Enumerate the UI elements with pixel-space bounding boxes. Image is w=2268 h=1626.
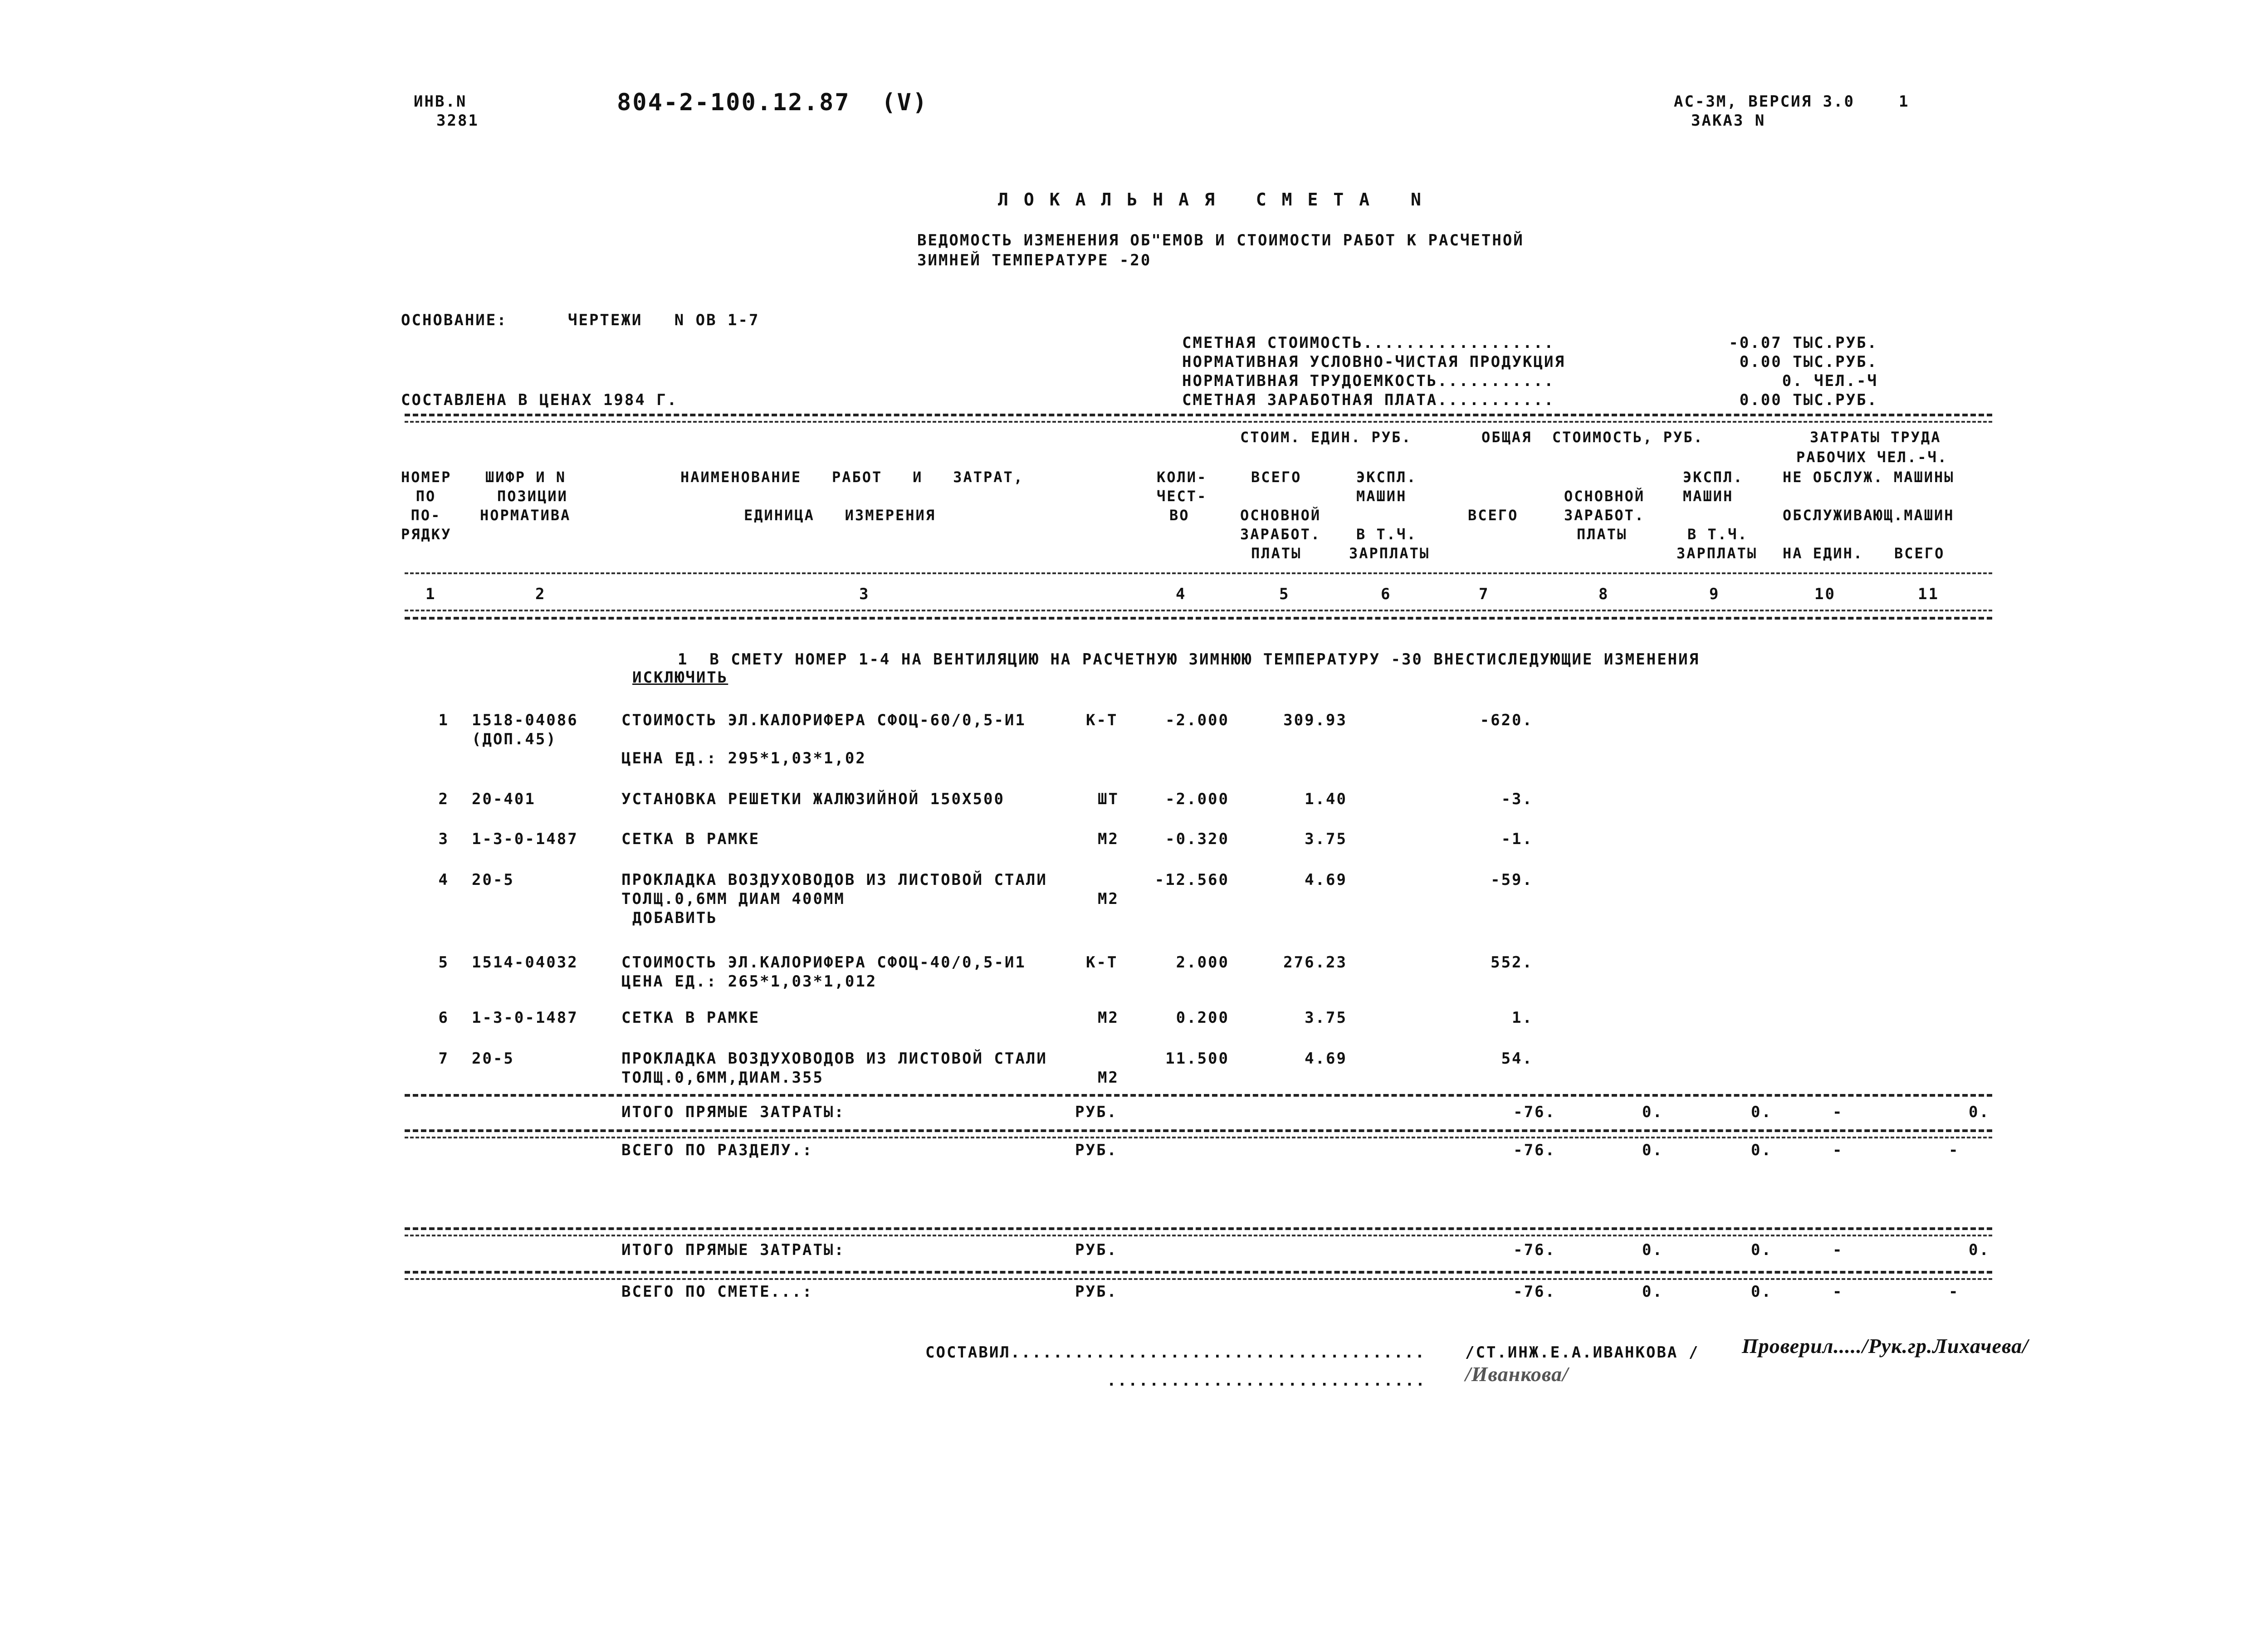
row-code: 20-5 bbox=[472, 1050, 514, 1068]
signature-name: /Иванкова/ bbox=[1465, 1362, 1569, 1386]
rule bbox=[405, 572, 1992, 574]
total-label: ИТОГО ПРЯМЫЕ ЗАТРАТЫ: bbox=[621, 1103, 845, 1121]
row-unit-price: 276.23 bbox=[1283, 953, 1347, 972]
composed-by-line: СОСТАВИЛ....................................... bbox=[925, 1343, 1426, 1362]
signature-dots: .............................. bbox=[1107, 1372, 1427, 1390]
exclude-label: ИСКЛЮЧИТЬ bbox=[632, 669, 728, 687]
row-unit: М2 bbox=[1098, 830, 1119, 848]
total-c9: 0. bbox=[1751, 1103, 1772, 1121]
total-unit: РУБ. bbox=[1075, 1283, 1118, 1301]
total-c11: 0. bbox=[1969, 1241, 1990, 1259]
labor-header: РАБОЧИХ ЧЕЛ.-Ч. bbox=[1796, 449, 1948, 466]
row-total: -620. bbox=[1480, 711, 1533, 729]
col1-header: ПО bbox=[415, 488, 436, 505]
row-name: УСТАНОВКА РЕШЕТКИ ЖАЛЮЗИЙНОЙ 150Х500 bbox=[621, 790, 1005, 808]
row-unit: К-Т bbox=[1086, 953, 1118, 972]
total-label: ВСЕГО ПО СМЕТЕ...: bbox=[621, 1283, 813, 1301]
col8-header: ПЛАТЫ bbox=[1577, 526, 1628, 543]
rule bbox=[405, 414, 1992, 416]
col11-header: ВСЕГО bbox=[1894, 545, 1945, 562]
col8-header: ОСНОВНОЙ bbox=[1564, 488, 1645, 505]
col10-header: ОБСЛУЖИВАЮЩ.МАШИН bbox=[1783, 507, 1955, 524]
col4-header: КОЛИ- bbox=[1157, 469, 1207, 486]
order-number: ЗАКАЗ N bbox=[1691, 112, 1766, 130]
total-c8: 0. bbox=[1642, 1241, 1663, 1259]
row-quantity: 11.500 bbox=[1165, 1050, 1229, 1068]
title-line-2: ЗИМНЕЙ ТЕМПЕРАТУРЕ -20 bbox=[917, 251, 1152, 269]
summary-label: СМЕТНАЯ ЗАРАБОТНАЯ ПЛАТА........... bbox=[1182, 391, 1555, 409]
column-number: 9 bbox=[1709, 585, 1720, 603]
row-unit-price: 4.69 bbox=[1305, 1050, 1347, 1068]
column-number: 7 bbox=[1479, 585, 1490, 603]
row-unit: К-Т bbox=[1086, 711, 1118, 729]
rule bbox=[405, 1129, 1992, 1132]
column-number: 6 bbox=[1381, 585, 1392, 603]
row-name-cont: ТОЛЩ.0,6ММ,ДИАМ.355 bbox=[621, 1069, 824, 1087]
row-code: 1514-04032 bbox=[472, 953, 578, 972]
row-number: 4 bbox=[438, 871, 449, 889]
col9-header: В Т.Ч. bbox=[1687, 526, 1748, 543]
total-c7: -76. bbox=[1513, 1141, 1556, 1159]
total-cost-header: ОБЩАЯ СТОИМОСТЬ, РУБ. bbox=[1481, 429, 1704, 446]
price-year: СОСТАВЛЕНА В ЦЕНАХ 1984 Г. bbox=[401, 391, 678, 409]
total-unit: РУБ. bbox=[1075, 1241, 1118, 1259]
col5-header: ВСЕГО bbox=[1251, 469, 1302, 486]
row-unit: М2 bbox=[1098, 1009, 1119, 1027]
row-total: 54. bbox=[1501, 1050, 1533, 1068]
summary-value: -0.07 ТЫС.РУБ. bbox=[1729, 334, 1878, 352]
rule bbox=[405, 1094, 1992, 1097]
col9-header: МАШИН bbox=[1683, 488, 1734, 505]
row-unit-price: 3.75 bbox=[1305, 830, 1347, 848]
total-c8: 0. bbox=[1642, 1141, 1663, 1159]
total-c11: - bbox=[1949, 1283, 1960, 1301]
total-unit: РУБ. bbox=[1075, 1103, 1118, 1121]
summary-label: НОРМАТИВНАЯ ТРУДОЕМКОСТЬ........... bbox=[1182, 372, 1555, 390]
column-number: 8 bbox=[1598, 585, 1609, 603]
row-quantity: -2.000 bbox=[1165, 790, 1229, 808]
row-total: 1. bbox=[1512, 1009, 1533, 1027]
col9-header: ЗАРПЛАТЫ bbox=[1677, 545, 1758, 562]
program-version: АС-3М, ВЕРСИЯ 3.0 bbox=[1674, 93, 1855, 111]
rule bbox=[405, 1227, 1992, 1230]
column-number: 5 bbox=[1279, 585, 1290, 603]
section-title: 1 В СМЕТУ НОМЕР 1-4 НА ВЕНТИЛЯЦИЮ НА РАСЧЕТНУЮ ЗИМНЮЮ ТЕМПЕРАТУРУ -30 ВНЕСТИСЛЕДУЮЩИЕ ИЗМЕНЕНИЯ bbox=[678, 650, 1700, 669]
col4-header: ВО bbox=[1169, 507, 1190, 524]
column-number: 3 bbox=[859, 585, 870, 603]
total-c9: 0. bbox=[1751, 1283, 1772, 1301]
basis-label: ОСНОВАНИЕ: bbox=[401, 311, 508, 329]
summary-value: 0.00 ТЫС.РУБ. bbox=[1739, 353, 1878, 371]
composed-by-name: /СТ.ИНЖ.Е.А.ИВАНКОВА / bbox=[1465, 1343, 1700, 1362]
row-code: 20-401 bbox=[472, 790, 536, 808]
labor-header: ЗАТРАТЫ ТРУДА bbox=[1810, 429, 1941, 446]
total-c9: 0. bbox=[1751, 1141, 1772, 1159]
inventory-number: 3281 bbox=[436, 112, 479, 130]
col2-header: ШИФР И N bbox=[485, 469, 567, 486]
rule bbox=[405, 617, 1992, 620]
col6-header: В Т.Ч. bbox=[1356, 526, 1417, 543]
col1-header: РЯДКУ bbox=[401, 526, 452, 543]
col3-header: НАИМЕНОВАНИЕ РАБОТ И ЗАТРАТ, bbox=[680, 469, 1024, 486]
total-c10: - bbox=[1833, 1283, 1843, 1301]
column-number: 11 bbox=[1918, 585, 1939, 603]
basis-value: ЧЕРТЕЖИ N ОВ 1-7 bbox=[568, 311, 760, 329]
row-name: СТОИМОСТЬ ЭЛ.КАЛОРИФЕРА СФОЦ-40/0,5-И1 bbox=[621, 953, 1026, 972]
row-unit-price: 4.69 bbox=[1305, 871, 1347, 889]
col8-header: ЗАРАБОТ. bbox=[1564, 507, 1645, 524]
row-total: -1. bbox=[1501, 830, 1533, 848]
total-c7: -76. bbox=[1513, 1103, 1556, 1121]
row-unit-price: 3.75 bbox=[1305, 1009, 1347, 1027]
rule bbox=[405, 1271, 1992, 1274]
col1-header: ПО- bbox=[411, 507, 441, 524]
summary-value: 0. ЧЕЛ.-Ч bbox=[1782, 372, 1878, 390]
row-code: 1-3-0-1487 bbox=[472, 1009, 578, 1027]
total-c7: -76. bbox=[1513, 1241, 1556, 1259]
row-name: СЕТКА В РАМКЕ bbox=[621, 830, 760, 848]
row-quantity: -0.320 bbox=[1165, 830, 1229, 848]
unit-cost-header: СТОИМ. ЕДИН. РУБ. bbox=[1240, 429, 1412, 446]
row-quantity: -2.000 bbox=[1165, 711, 1229, 729]
col10-header: НЕ ОБСЛУЖ. МАШИНЫ bbox=[1783, 469, 1955, 486]
row-total: -3. bbox=[1501, 790, 1533, 808]
col10-header: НА ЕДИН. bbox=[1783, 545, 1864, 562]
row-unit-price: 309.93 bbox=[1283, 711, 1347, 729]
column-number: 10 bbox=[1814, 585, 1836, 603]
col5-header: ЗАРАБОТ. bbox=[1240, 526, 1321, 543]
row-name: СЕТКА В РАМКЕ bbox=[621, 1009, 760, 1027]
total-c10: - bbox=[1833, 1241, 1843, 1259]
row-unit-price: 1.40 bbox=[1305, 790, 1347, 808]
row-quantity: 0.200 bbox=[1176, 1009, 1229, 1027]
row-quantity: -12.560 bbox=[1154, 871, 1229, 889]
row-quantity: 2.000 bbox=[1176, 953, 1229, 972]
total-c11: 0. bbox=[1969, 1103, 1990, 1121]
row-code-extra: (ДОП.45) bbox=[472, 730, 557, 748]
row-note: ЦЕНА ЕД.: 295*1,03*1,02 bbox=[621, 749, 866, 767]
total-unit: РУБ. bbox=[1075, 1141, 1118, 1159]
total-c8: 0. bbox=[1642, 1103, 1663, 1121]
row-code: 1-3-0-1487 bbox=[472, 830, 578, 848]
total-label: ИТОГО ПРЯМЫЕ ЗАТРАТЫ: bbox=[621, 1241, 845, 1259]
page-number: 1 bbox=[1899, 93, 1910, 111]
rule bbox=[405, 610, 1992, 611]
col1-header: НОМЕР bbox=[401, 469, 452, 486]
col6-header: ЗАРПЛАТЫ bbox=[1349, 545, 1430, 562]
summary-label: СМЕТНАЯ СТОИМОСТЬ.................. bbox=[1182, 334, 1555, 352]
col2-header: НОРМАТИВА bbox=[480, 507, 571, 524]
row-number: 2 bbox=[438, 790, 449, 808]
row-number: 3 bbox=[438, 830, 449, 848]
row-number: 5 bbox=[438, 953, 449, 972]
total-c7: -76. bbox=[1513, 1283, 1556, 1301]
row-name: СТОИМОСТЬ ЭЛ.КАЛОРИФЕРА СФОЦ-60/0,5-И1 bbox=[621, 711, 1026, 729]
row-number: 7 bbox=[438, 1050, 449, 1068]
total-label: ВСЕГО ПО РАЗДЕЛУ.: bbox=[621, 1141, 813, 1159]
checked-by: Проверил...../Рук.гр.Лихачева/ bbox=[1742, 1334, 2028, 1357]
total-c10: - bbox=[1833, 1141, 1843, 1159]
row-unit: М2 bbox=[1098, 1069, 1119, 1087]
row-name: ПРОКЛАДКА ВОЗДУХОВОДОВ ИЗ ЛИСТОВОЙ СТАЛИ bbox=[621, 871, 1047, 889]
row-name-cont: ТОЛЩ.0,6ММ ДИАМ 400ММ bbox=[621, 890, 845, 908]
column-number: 2 bbox=[535, 585, 546, 603]
row-name: ПРОКЛАДКА ВОЗДУХОВОДОВ ИЗ ЛИСТОВОЙ СТАЛИ bbox=[621, 1050, 1047, 1068]
summary-value: 0.00 ТЫС.РУБ. bbox=[1739, 391, 1878, 409]
summary-label: НОРМАТИВНАЯ УСЛОВНО-ЧИСТАЯ ПРОДУКЦИЯ bbox=[1182, 353, 1565, 371]
row-code: 1518-04086 bbox=[472, 711, 578, 729]
column-number: 4 bbox=[1176, 585, 1187, 603]
total-c8: 0. bbox=[1642, 1283, 1663, 1301]
col5-header: ОСНОВНОЙ bbox=[1240, 507, 1321, 524]
row-unit: ШТ bbox=[1098, 790, 1119, 808]
col7-header: ВСЕГО bbox=[1468, 507, 1519, 524]
col9-header: ЭКСПЛ. bbox=[1683, 469, 1744, 486]
rule bbox=[405, 421, 1992, 423]
total-c9: 0. bbox=[1751, 1241, 1772, 1259]
rule bbox=[405, 1278, 1992, 1280]
rule bbox=[405, 1235, 1992, 1236]
rule bbox=[405, 1137, 1992, 1138]
document-title: ЛОКАЛЬНАЯ СМЕТА N bbox=[998, 190, 1437, 210]
total-c10: - bbox=[1833, 1103, 1843, 1121]
col4-header: ЧЕСТ- bbox=[1157, 488, 1207, 505]
row-total: 552. bbox=[1491, 953, 1533, 972]
row-note: ЦЕНА ЕД.: 265*1,03*1,012 bbox=[621, 972, 877, 991]
total-c11: - bbox=[1949, 1141, 1960, 1159]
col2-header: ПОЗИЦИИ bbox=[497, 488, 568, 505]
row-unit: М2 bbox=[1098, 890, 1119, 908]
column-number: 1 bbox=[425, 585, 436, 603]
col3-header: ЕДИНИЦА ИЗМЕРЕНИЯ bbox=[744, 507, 936, 524]
row-code: 20-5 bbox=[472, 871, 514, 889]
title-line-1: ВЕДОМОСТЬ ИЗМЕНЕНИЯ ОБ"ЕМОВ И СТОИМОСТИ РАБОТ К РАСЧЕТНОЙ bbox=[917, 231, 1524, 249]
inventory-label: ИНВ.N bbox=[414, 93, 467, 111]
document-code: 804-2-100.12.87 (V) bbox=[617, 89, 929, 116]
row-number: 6 bbox=[438, 1009, 449, 1027]
col6-header: ЭКСПЛ. bbox=[1356, 469, 1417, 486]
row-number: 1 bbox=[438, 711, 449, 729]
col5-header: ПЛАТЫ bbox=[1251, 545, 1302, 562]
row-total: -59. bbox=[1491, 871, 1533, 889]
add-label: ДОБАВИТЬ bbox=[632, 909, 718, 927]
col6-header: МАШИН bbox=[1356, 488, 1407, 505]
